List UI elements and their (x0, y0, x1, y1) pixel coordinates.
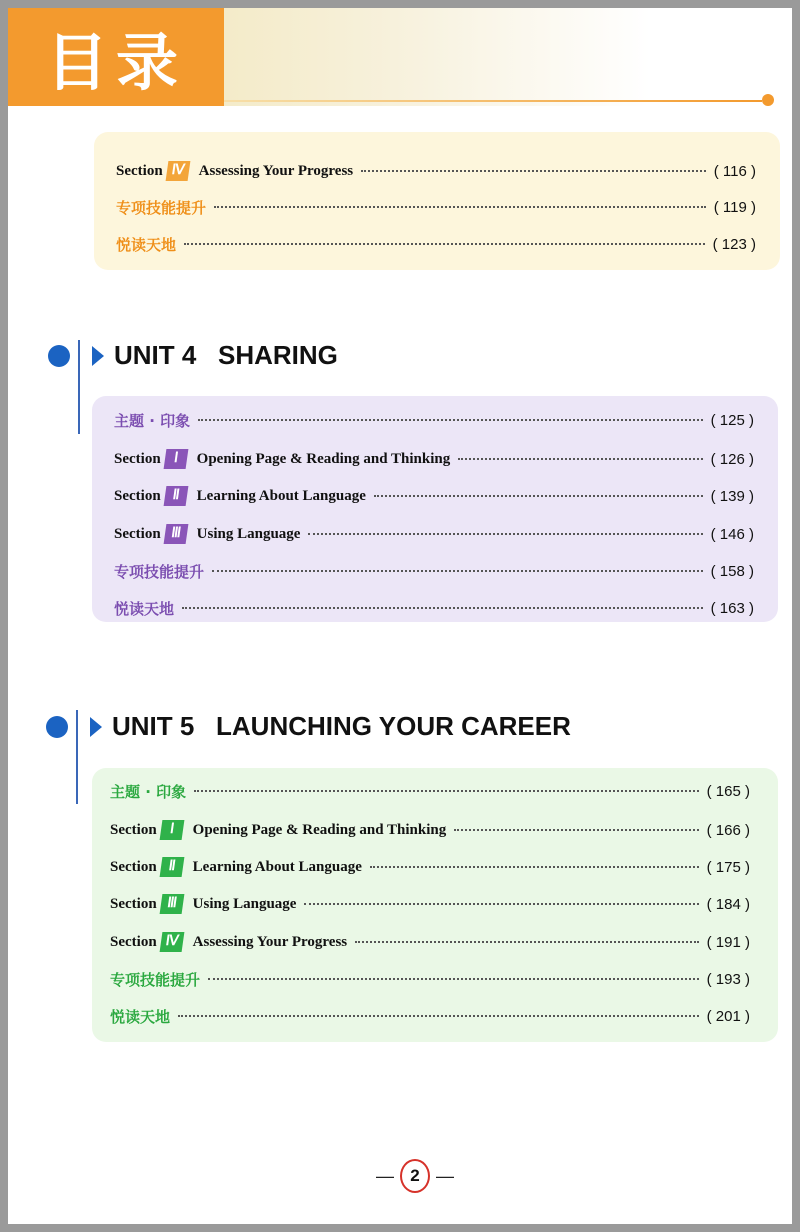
dot-leader (370, 866, 699, 868)
page-ref: ( 163 ) (710, 599, 754, 617)
section-word: Section (110, 895, 157, 912)
section-number-badge: Ⅰ (159, 820, 184, 840)
toc-entry-title: 悦读天地 (110, 1007, 171, 1026)
toc-row[interactable] (110, 856, 750, 878)
toc-entry-title: Assessing Your Progress (192, 933, 348, 950)
dot-leader (208, 978, 699, 980)
toc-entry-title: 悦读天地 (114, 599, 175, 618)
toc-row[interactable] (114, 523, 754, 545)
toc-entry-title: 主题 · 印象 (110, 782, 187, 801)
section-word: Section (114, 525, 161, 542)
dot-leader (178, 1015, 699, 1017)
page-ref: ( 146 ) (710, 525, 754, 543)
section-number-badge: Ⅳ (159, 932, 184, 952)
toc-row[interactable] (114, 560, 754, 582)
page-ref: ( 165 ) (706, 782, 750, 800)
page-ref: ( 175 ) (706, 858, 750, 876)
page-ref: ( 119 ) (713, 198, 756, 216)
toc-row[interactable] (110, 1005, 750, 1027)
page-ref: ( 116 ) (713, 162, 756, 180)
page-ref: ( 191 ) (706, 933, 750, 951)
section-word: Section (110, 821, 157, 838)
header-dot-icon (762, 94, 774, 106)
toc-entry-title: Learning About Language (192, 858, 362, 875)
section-word: Section (116, 162, 163, 179)
page-ref: ( 158 ) (710, 562, 754, 580)
dot-leader (355, 941, 699, 943)
toc-row[interactable] (114, 597, 754, 619)
page-ref: ( 125 ) (710, 411, 754, 429)
header-decoration (224, 8, 792, 106)
unit-bullet-icon (46, 716, 68, 738)
toc-entry-title: 专项技能提升 (116, 198, 207, 217)
dot-leader (182, 607, 703, 609)
toc-entry-title: Opening Page & Reading and Thinking (196, 450, 451, 467)
title-block (8, 8, 224, 106)
section-number-badge: Ⅱ (163, 486, 188, 506)
dot-leader (184, 243, 705, 245)
dot-leader (212, 570, 703, 572)
toc-entry-title: 专项技能提升 (114, 562, 205, 581)
section-number-badge: Ⅱ (159, 857, 184, 877)
page-ref: ( 201 ) (706, 1007, 750, 1025)
dot-leader (308, 533, 702, 535)
toc-row[interactable] (110, 893, 750, 915)
toc-row[interactable] (110, 780, 750, 802)
unit-rule (76, 710, 78, 804)
toc-entry-title: Opening Page & Reading and Thinking (192, 821, 447, 838)
unit-heading: UNIT 5 LAUNCHING YOUR CAREER (112, 711, 571, 741)
toc-row[interactable] (110, 931, 750, 953)
page-ref: ( 139 ) (710, 487, 754, 505)
toc-row[interactable] (116, 233, 756, 255)
toc-entry-title: 悦读天地 (116, 235, 177, 254)
toc-row[interactable] (110, 968, 750, 990)
dot-leader (304, 903, 698, 905)
toc-entry-title: Using Language (192, 895, 297, 912)
page-ref: ( 184 ) (706, 895, 750, 913)
dot-leader (361, 170, 706, 172)
toc-row[interactable] (114, 448, 754, 470)
toc-row[interactable] (114, 409, 754, 431)
page-title: 目录 (45, 25, 186, 99)
section-number-badge: Ⅰ (163, 449, 188, 469)
dot-leader (374, 495, 703, 497)
page-ref: ( 123 ) (712, 235, 756, 253)
toc-entry-title: Assessing Your Progress (198, 162, 354, 179)
dot-leader (198, 419, 702, 421)
toc-row[interactable] (116, 160, 756, 182)
section-number-badge: Ⅲ (159, 894, 184, 914)
toc-entry-title: 专项技能提升 (110, 970, 201, 989)
section-word: Section (110, 858, 157, 875)
footer-dash-left: — (376, 1165, 394, 1186)
footer-dash-right: — (436, 1165, 454, 1186)
section-number-badge: Ⅳ (165, 161, 190, 181)
toc-entry-title: Using Language (196, 525, 301, 542)
toc-entry-title: 主题 · 印象 (114, 411, 191, 430)
header-rule (224, 100, 762, 102)
dot-leader (214, 206, 706, 208)
dot-leader (454, 829, 698, 831)
toc-row[interactable] (110, 819, 750, 841)
play-arrow-icon (92, 346, 104, 366)
dot-leader (194, 790, 698, 792)
unit-bullet-icon (48, 345, 70, 367)
toc-row[interactable] (116, 196, 756, 218)
dot-leader (458, 458, 702, 460)
page-ref: ( 193 ) (706, 970, 750, 988)
section-word: Section (110, 933, 157, 950)
toc-page (8, 8, 792, 1224)
page-number-footer (370, 1158, 460, 1194)
section-word: Section (114, 450, 161, 467)
toc-entry-title: Learning About Language (196, 487, 366, 504)
toc-row[interactable] (114, 485, 754, 507)
page-ref: ( 166 ) (706, 821, 750, 839)
page-number: 2 (400, 1159, 430, 1193)
unit-rule (78, 340, 80, 434)
unit-heading: UNIT 4 SHARING (114, 340, 338, 370)
section-number-badge: Ⅲ (163, 524, 188, 544)
play-arrow-icon (90, 717, 102, 737)
section-word: Section (114, 487, 161, 504)
page-ref: ( 126 ) (710, 450, 754, 468)
